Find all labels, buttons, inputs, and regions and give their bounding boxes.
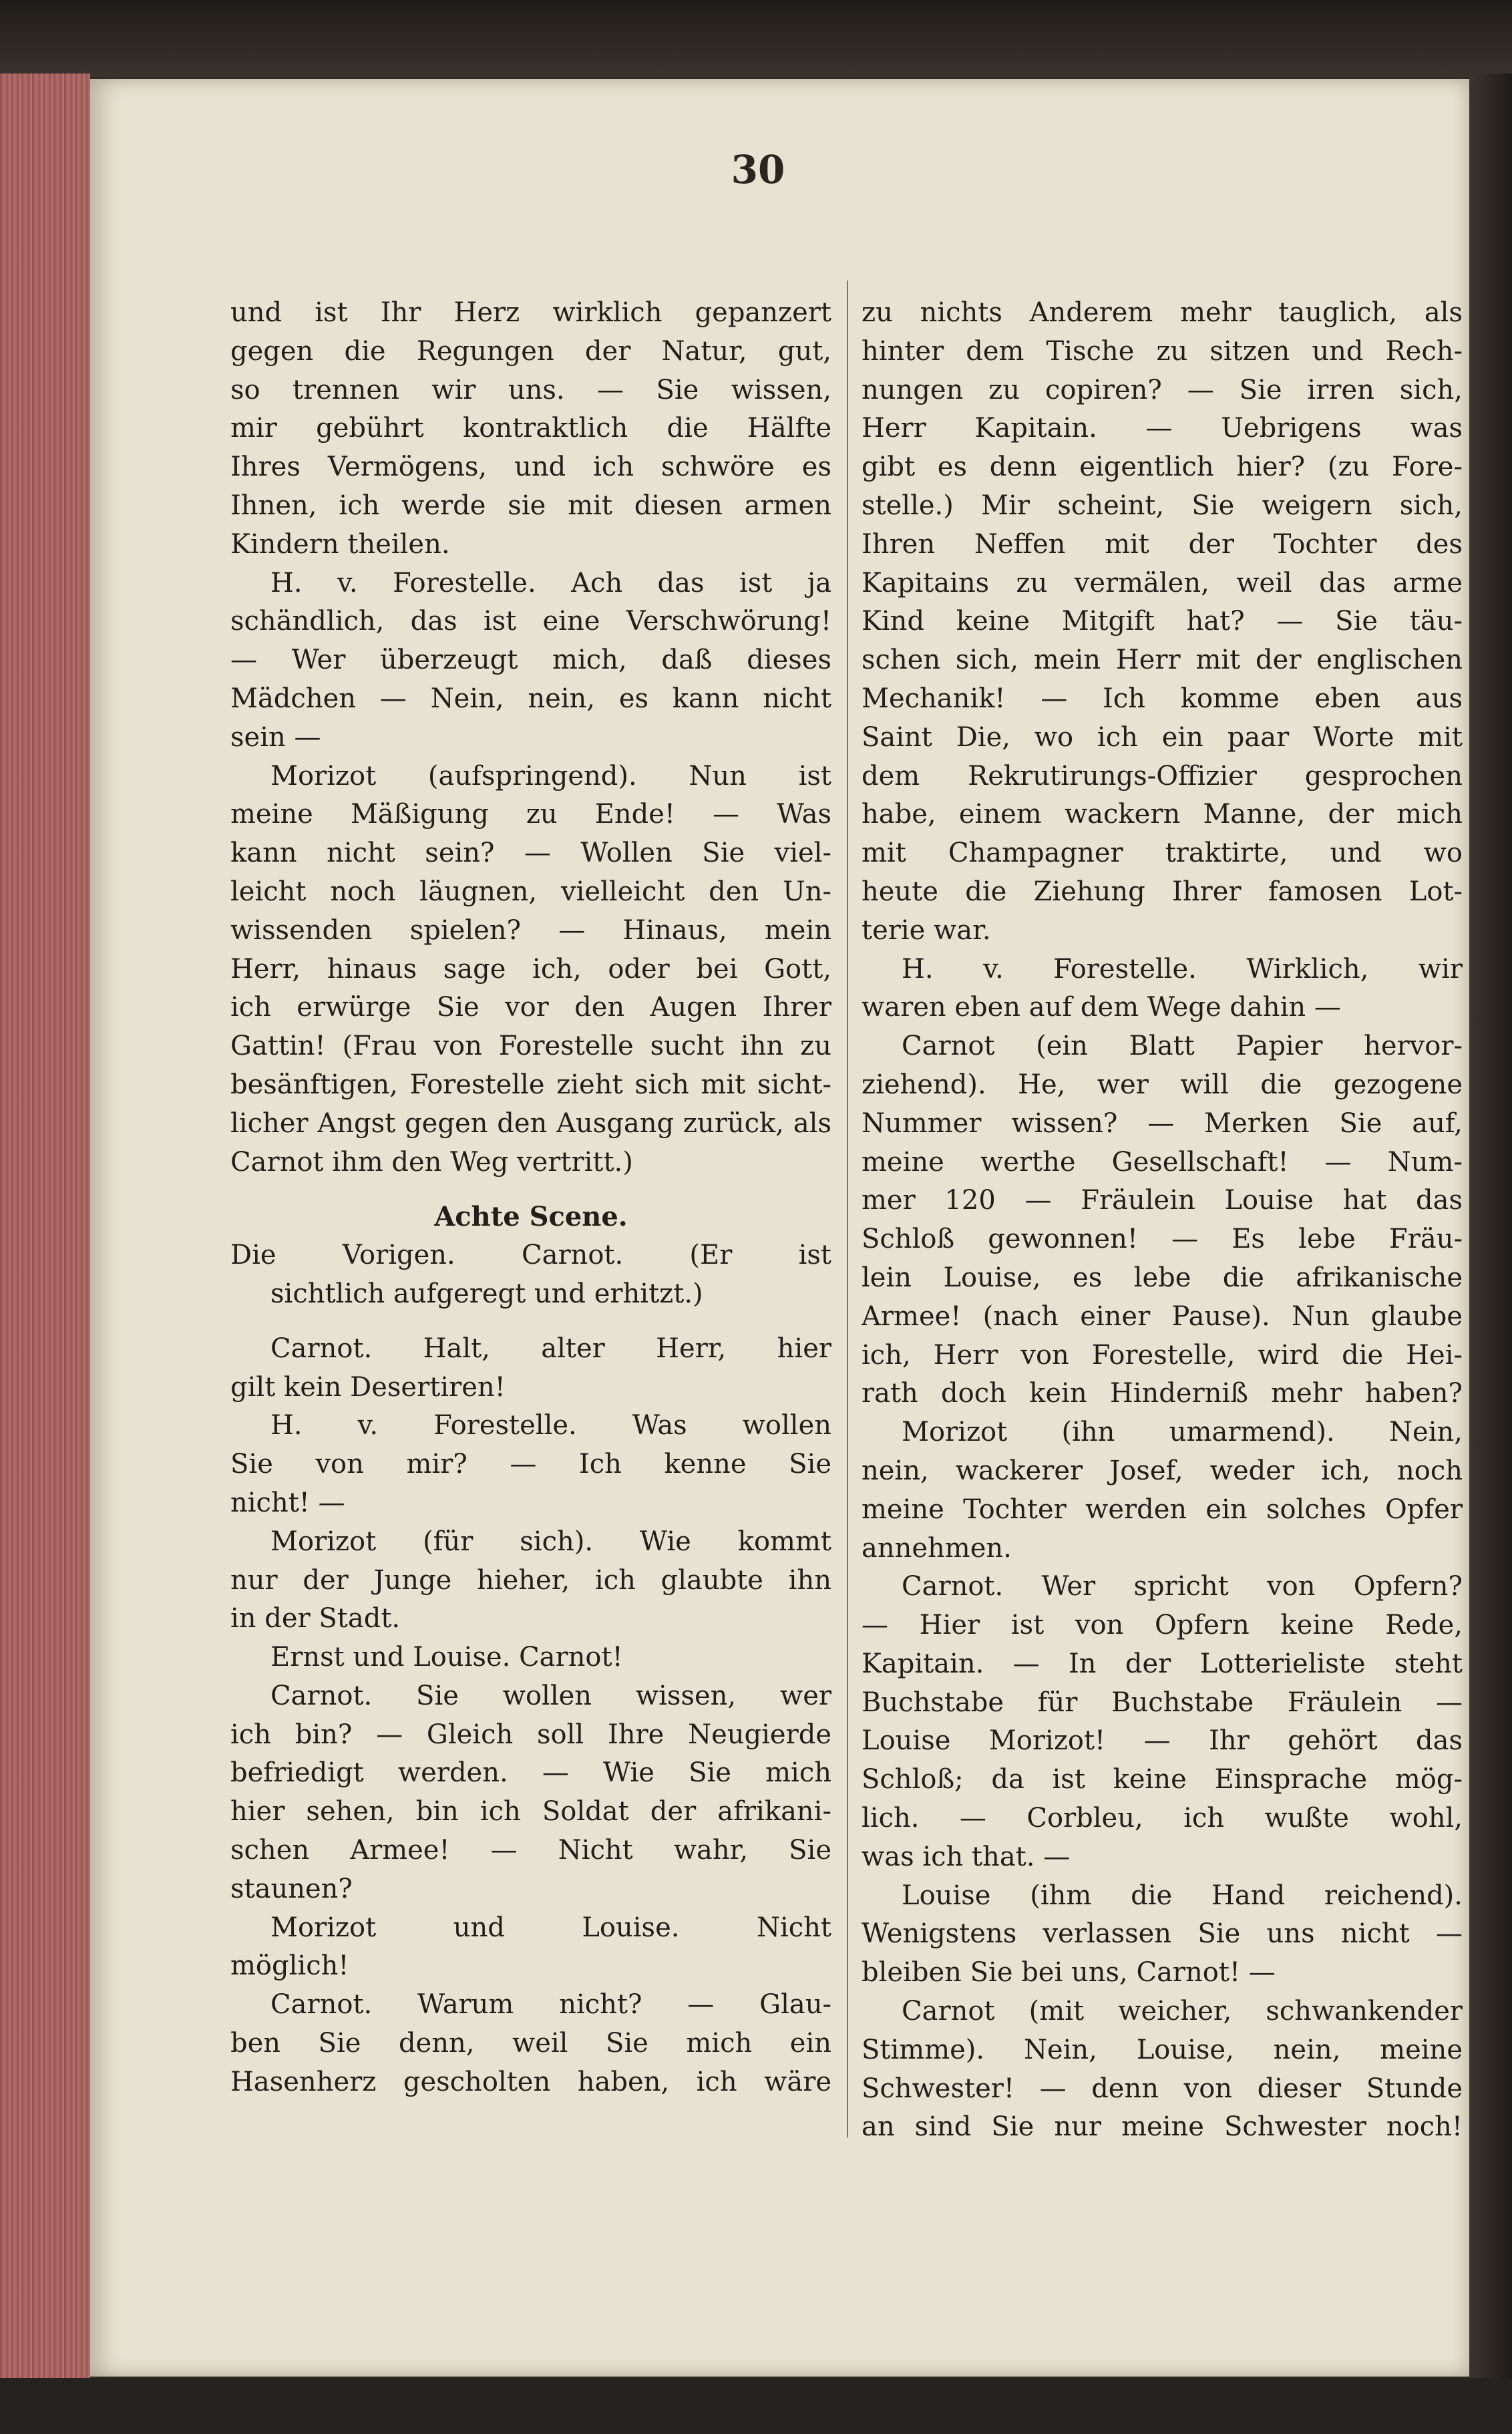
text-line: schen sich, mein Herr mit der englischen bbox=[862, 645, 1463, 676]
text-line: nur der Junge hieher, ich glaubte ihn bbox=[230, 1564, 831, 1596]
text-line: Louise Morizot! — Ihr gehört das bbox=[862, 1725, 1463, 1757]
text-line bbox=[230, 1314, 831, 1330]
text-line: Hasenherz gescholten haben, ich wäre bbox=[230, 2066, 831, 2097]
text-line: so trennen wir uns. — Sie wissen, bbox=[230, 374, 831, 405]
text-line: meine Mäßigung zu Ende! — Was bbox=[230, 799, 831, 830]
top-shadow bbox=[0, 0, 1512, 77]
text-line: hier sehen, bin ich Soldat der afrikani- bbox=[230, 1796, 831, 1828]
text-line: Carnot ihm den Weg vertritt.) bbox=[230, 1146, 633, 1178]
text-line: Stimme). Nein, Louise, nein, meine bbox=[862, 2034, 1463, 2065]
text-line: Carnot. Sie wollen wissen, wer bbox=[270, 1680, 831, 1711]
text-line: Saint Die, wo ich ein paar Worte mit bbox=[862, 721, 1463, 753]
column-divider bbox=[847, 281, 848, 2137]
text-line: schen Armee! — Nicht wahr, Sie bbox=[230, 1835, 831, 1866]
text-line: Herr, hinaus sage ich, oder bei Gott, bbox=[230, 953, 831, 985]
text-line: Ihres Vermögens, und ich schwöre es bbox=[230, 452, 831, 483]
text-line: stelle.) Mir scheint, Sie weigern sich, bbox=[862, 490, 1463, 521]
text-line: zu nichts Anderem mehr tauglich, als bbox=[862, 297, 1463, 328]
text-line: meine werthe Gesellschaft! — Num- bbox=[862, 1146, 1463, 1178]
text-line: gilt kein Desertiren! bbox=[230, 1371, 506, 1403]
text-line: Kapitain. — In der Lotterieliste steht bbox=[862, 1648, 1463, 1679]
text-line: — Hier ist von Opfern keine Rede, bbox=[862, 1610, 1463, 1641]
text-line: nicht! — bbox=[230, 1487, 345, 1518]
text-line: Nummer wissen? — Merken Sie auf, bbox=[862, 1107, 1463, 1139]
text-line: H. v. Forestelle. Was wollen bbox=[270, 1410, 831, 1441]
text-line: gibt es denn eigentlich hier? (zu Fore- bbox=[862, 452, 1463, 483]
text-line: an sind Sie nur meine Schwester noch! bbox=[862, 2111, 1463, 2143]
text-line: befriedigt werden. — Wie Sie mich bbox=[230, 1757, 831, 1789]
text-line: sichtlich aufgeregt und erhitzt.) bbox=[270, 1278, 703, 1309]
text-line: waren eben auf dem Wege dahin — bbox=[862, 992, 1341, 1023]
text-line: sein — bbox=[230, 721, 321, 753]
text-line: Mädchen — Nein, nein, es kann nicht bbox=[230, 683, 831, 714]
book-edge-left bbox=[0, 73, 90, 2434]
text-line: Kindern theilen. bbox=[230, 528, 450, 560]
text-line: rath doch kein Hinderniß mehr haben? bbox=[862, 1378, 1463, 1409]
text-line: Carnot. Wer spricht von Opfern? bbox=[902, 1571, 1463, 1602]
text-line bbox=[230, 1182, 831, 1198]
text-line: Schwester! — denn von dieser Stunde bbox=[862, 2073, 1463, 2104]
text-line: leicht noch läugnen, vielleicht den Un- bbox=[230, 876, 831, 907]
text-line: hinter dem Tische zu sitzen und Rech- bbox=[862, 335, 1463, 367]
text-line: wissenden spielen? — Hinaus, mein bbox=[230, 914, 831, 946]
text-line: dem Rekrutirungs-Offizier gesprochen bbox=[862, 760, 1463, 792]
text-line: Gattin! (Frau von Forestelle sucht ihn zu bbox=[230, 1031, 831, 1062]
text-line: Ihren Neffen mit der Tochter des bbox=[862, 528, 1463, 560]
text-line: — Wer überzeugt mich, daß dieses bbox=[230, 645, 831, 676]
text-line: annehmen. bbox=[862, 1532, 1012, 1564]
text-line: schändlich, das ist eine Verschwörung! bbox=[230, 606, 831, 637]
text-line: lich. — Corbleu, ich wußte wohl, bbox=[862, 1803, 1463, 1834]
text-line: gegen die Regungen der Natur, gut, bbox=[230, 335, 831, 367]
text-line: habe, einem wackern Manne, der mich bbox=[862, 799, 1463, 830]
text-line: Herr Kapitain. — Uebrigens was bbox=[862, 413, 1463, 444]
text-line: mer 120 — Fräulein Louise hat das bbox=[862, 1185, 1463, 1216]
left-text-column bbox=[230, 294, 831, 2102]
text-line: Carnot. Warum nicht? — Glau- bbox=[270, 1989, 831, 2021]
text-line: Carnot (mit weicher, schwankender bbox=[902, 1996, 1463, 2027]
text-line: nein, wackerer Josef, weder ich, noch bbox=[862, 1455, 1463, 1486]
text-line: Morizot und Louise. Nicht bbox=[270, 1912, 831, 1943]
text-line: ziehend). He, wer will die gezogene bbox=[862, 1069, 1463, 1100]
text-line: ich, Herr von Forestelle, wird die Hei- bbox=[862, 1339, 1463, 1371]
text-line: H. v. Forestelle. Wirklich, wir bbox=[902, 953, 1463, 985]
text-line: mir gebührt kontraktlich die Hälfte bbox=[230, 413, 831, 444]
text-line: nungen zu copiren? — Sie irren sich, bbox=[862, 374, 1463, 405]
text-line: Schloß gewonnen! — Es lebe Fräu- bbox=[862, 1224, 1463, 1255]
text-line: licher Angst gegen den Ausgang zurück, als bbox=[230, 1107, 831, 1139]
text-line: Carnot (ein Blatt Papier hervor- bbox=[902, 1031, 1463, 1062]
text-line: Ernst und Louise. Carnot! bbox=[270, 1642, 623, 1673]
text-line: in der Stadt. bbox=[230, 1603, 401, 1634]
text-line: Kind keine Mitgift hat? — Sie täu- bbox=[862, 606, 1463, 637]
text-line: Sie von mir? — Ich kenne Sie bbox=[230, 1449, 831, 1480]
text-line: heute die Ziehung Ihrer famosen Lot- bbox=[862, 876, 1463, 907]
text-line: ben Sie denn, weil Sie mich ein bbox=[230, 2028, 831, 2059]
text-line: terie war. bbox=[862, 914, 991, 946]
text-line: Louise (ihm die Hand reichend). bbox=[902, 1880, 1463, 1911]
text-line: lein Louise, es lebe die afrikanische bbox=[862, 1262, 1463, 1293]
text-line: kann nicht sein? — Wollen Sie viel- bbox=[230, 838, 831, 869]
text-line: Mechanik! — Ich komme eben aus bbox=[862, 683, 1463, 714]
text-line: H. v. Forestelle. Ach das ist ja bbox=[270, 567, 831, 598]
text-line: möglich! bbox=[230, 1950, 349, 1982]
text-line: und ist Ihr Herz wirklich gepanzert bbox=[230, 297, 831, 328]
text-line: ich bin? — Gleich soll Ihre Neugierde bbox=[230, 1719, 831, 1750]
right-text-column bbox=[862, 294, 1463, 2147]
text-line: Kapitains zu vermälen, weil das arme bbox=[862, 567, 1463, 598]
text-line: Schloß; da ist keine Einsprache mög- bbox=[862, 1764, 1463, 1795]
book-edge-right bbox=[1469, 73, 1512, 2434]
text-line: ich erwürge Sie vor den Augen Ihrer bbox=[230, 992, 831, 1023]
text-line: Buchstabe für Buchstabe Fräulein — bbox=[862, 1687, 1463, 1718]
text-line: Morizot (für sich). Wie kommt bbox=[270, 1526, 831, 1557]
text-line: Morizot (ihn umarmend). Nein, bbox=[902, 1417, 1463, 1448]
text-line: Wenigstens verlassen Sie uns nicht — bbox=[862, 1918, 1463, 1950]
text-line: Morizot (aufspringend). Nun ist bbox=[270, 760, 831, 792]
text-line: Armee! (nach einer Pause). Nun glaube bbox=[862, 1300, 1463, 1332]
text-line: staunen? bbox=[230, 1873, 353, 1904]
bottom-shadow bbox=[0, 2378, 1512, 2434]
text-line: Carnot. Halt, alter Herr, hier bbox=[270, 1333, 831, 1364]
text-line: Die Vorigen. Carnot. (Er ist bbox=[230, 1240, 831, 1271]
text-line: bleiben Sie bei uns, Carnot! — bbox=[862, 1957, 1276, 1988]
text-line: was ich that. — bbox=[862, 1841, 1071, 1872]
text-line: besänftigen, Forestelle zieht sich mit sicht- bbox=[230, 1069, 831, 1100]
text-line: meine Tochter werden ein solches Opfer bbox=[862, 1494, 1463, 1525]
text-line: Ihnen, ich werde sie mit diesen armen bbox=[230, 490, 831, 521]
page-number: 30 bbox=[731, 147, 785, 192]
text-line: Achte Scene. bbox=[434, 1201, 628, 1233]
text-line: mit Champagner traktirte, und wo bbox=[862, 838, 1463, 869]
